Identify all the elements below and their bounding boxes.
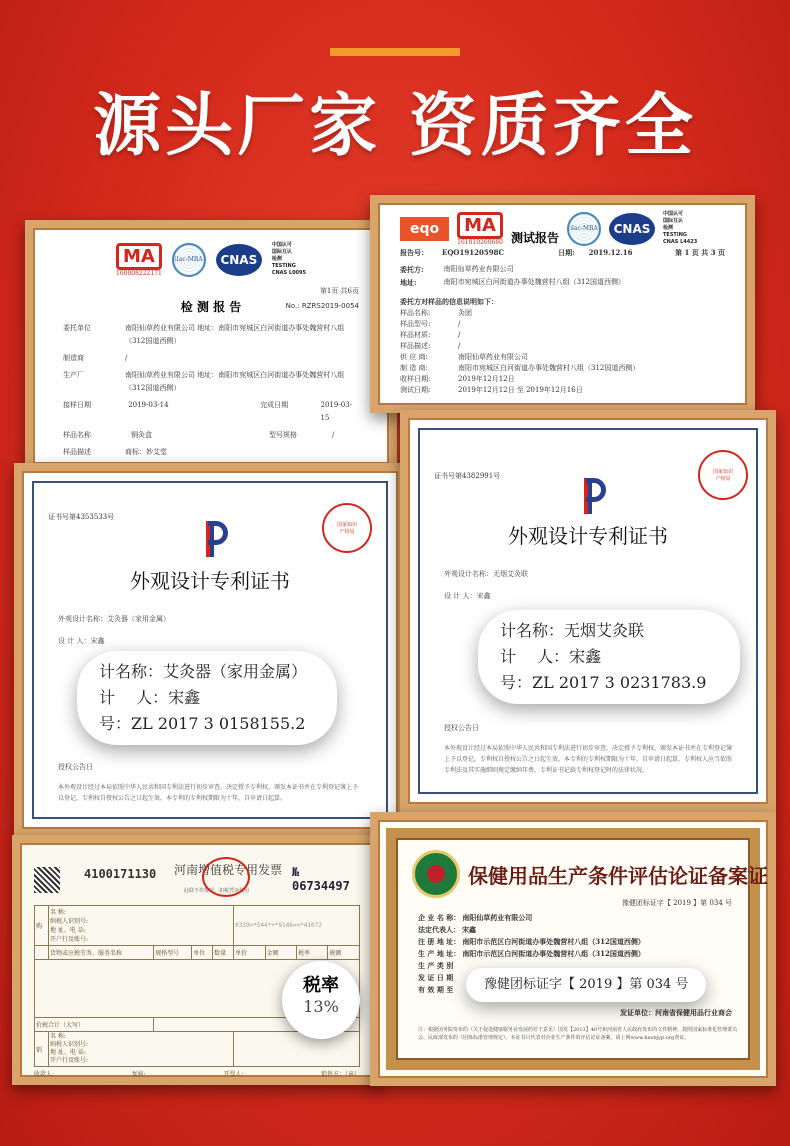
report-row: 接样日期 2019-03-14 完成日期 2019-03-15 xyxy=(63,401,352,422)
invoice-column-header: 税额 xyxy=(328,946,360,960)
sample-info-row: 制 造 商: 南阳市宛城区白河街道办事处魏营村八组（312国道西侧） xyxy=(400,364,640,372)
ilac-mra-logo: ilac-MRA xyxy=(567,212,601,246)
cma-logo: MA xyxy=(457,212,503,239)
eqo-logo: eqo xyxy=(400,217,449,241)
test-report-2: eqo MA 161010260660 测试报告 ilac-MRA CNAS 中国认可 国际互认 检测 TESTING CNAS L4423 报告号： EQO19120598C 日期: 2019.12.16 第 1 页 共 3 页 委托方: 南阳仙草药业有限公司 地址: 南阳市宛城区白河街道办事处魏营村八组（312国道西侧） 委托方对样品的信息说明如下： 样品名称: 灸团 样品型号: / 样品材质: / 样品描述: / 供 应 商: 南阳仙草药业有限公司 制 造 商: 南阳市宛城区白河街道办事处魏营村八组（312国道西侧） 收样日期: 2019年12月12日 测试日期: 2019年12月12日 至 2019年12月16日 xyxy=(370,195,755,413)
invoice-footer: 收款人: 复核: 开票人: 销售方：（章） xyxy=(34,1071,360,1078)
certificate-body-text: 本外观设计经过本局依照中华人民共和国专利法进行初步审查，决定授予专利权，颁发本证书并在专利登记簿上予以登记。专利权自授权公告之日起生效。本专利的专利权期限为十年，自申请日起算，专利权人应当依照专利法及其实施细则规定缴纳年费。专利证书记载专利权登记时的法律状况。 xyxy=(444,745,733,774)
red-seal-stamp xyxy=(202,857,250,897)
magnified-callout: 计名称：无烟艾灸联 计 人：宋鑫 号：ZL 2017 3 0231783.9 xyxy=(478,610,740,704)
test-report-1 xyxy=(25,220,397,472)
page-number: 第1页 共6页 xyxy=(319,287,359,295)
designer: 设 计 人：宋鑫 xyxy=(444,592,491,600)
qr-code-icon xyxy=(34,867,60,893)
health-product-certificate xyxy=(370,812,776,1086)
sample-info-row: 测试日期: 2019年12月12日 至 2019年12月16日 xyxy=(400,386,583,394)
invoice-code: 4100171130 xyxy=(84,867,157,881)
invoice-column-header: 单价 xyxy=(234,946,265,960)
report-meta: 报告号： EQO19120598C 日期: 2019.12.16 第 1 页 共 3 页 xyxy=(400,248,725,257)
report-row: 制造商 / xyxy=(63,354,128,362)
report-title: 检 测 报 告 xyxy=(180,300,242,314)
report-row: 样品描述 商标：妙艾堂 xyxy=(63,448,167,456)
patent-certificate-2 xyxy=(400,410,776,812)
report-row: 生产厂 南阳仙草药业有限公司 地址：南阳市宛城区白河街道办事处魏营村八组（312国道西侧） xyxy=(63,371,345,392)
headline: 源头厂家 资质齐全 xyxy=(93,87,697,166)
invoice-column-header: 税率 xyxy=(297,946,328,960)
invoice-column-header: 数量 xyxy=(213,946,234,960)
magnified-callout: 计名称：艾灸器（家用金属） 计 人：宋鑫 号：ZL 2017 3 0158155.2 xyxy=(77,651,337,745)
certificate-body-text: 本外观设计经过本局依照中华人民共和国专利法进行初步审查，决定授予专利权，颁发本证书并在专利登记簿上予以登记。专利权自授权公告之日起生效。本专利的专利权期限为十年，自申请日起算。 xyxy=(58,784,359,802)
report-row: 样品名称 铜灸盒 型号规格 / xyxy=(63,431,335,439)
cma-logo: MA xyxy=(116,243,162,270)
cert-number: 证书号第4353533号 xyxy=(48,513,115,521)
red-seal-stamp: 国家知识 产权局 xyxy=(698,450,748,500)
cnas-logo: CNAS xyxy=(216,244,262,276)
certificate-number: 豫健团标证字【 2019 】第 034 号 xyxy=(621,899,732,907)
patent-office-logo xyxy=(568,476,608,516)
report-number: No.: RZRS2019-0054 xyxy=(285,302,359,310)
designer: 设 计 人：宋鑫 xyxy=(58,637,105,645)
association-logo xyxy=(412,850,460,898)
invoice-subtitle: 此联不作报销、扣税凭证使用 xyxy=(184,888,250,894)
certificate-row: 有 效 期 至 xyxy=(418,985,454,994)
magnified-callout: 豫健团标证字【 2019 】第 034 号 xyxy=(466,968,706,1002)
design-name: 外观设计名称：无烟艾灸联 xyxy=(444,570,528,578)
cma-number: 160008222171 xyxy=(116,269,162,277)
cnas-logo: CNAS xyxy=(609,213,655,245)
cma-number: 161010260660 xyxy=(457,238,503,246)
certificate-note: 注：根据国务院发布的《关于促进健康服务业发展的若干意见》国发【2013】40号和河南省人民政府发布的文件精神，按照国家标准化管理委员会、民政部发布的《团体标准管理规定》，本证书只代表对企业生产条件的评估论证备案，请上网www.hnsbjyp.org查证。 xyxy=(418,1027,738,1041)
sample-info-row: 样品材质: / xyxy=(400,331,461,339)
sample-info-row: 样品型号: / xyxy=(400,320,461,328)
red-seal-stamp: 国家知识 产权局 xyxy=(322,503,372,553)
certificate-row: 生 产 类 别 xyxy=(418,961,454,970)
certificate-row: 法定代表人： 宋鑫 xyxy=(418,925,476,934)
cert-number: 证书号第4382991号 xyxy=(434,472,501,480)
issuer: 发证单位：河南省保健用品行业商会 xyxy=(620,1008,732,1017)
certificate-row: 发 证 日 期 xyxy=(418,973,454,982)
grant-date-label: 授权公告日 xyxy=(58,763,93,771)
ilac-mra-logo: ilac-MRA xyxy=(172,243,206,277)
invoice-table: 购 名 称: 纳税人识别号: 地 址、电 话: 开户行及账号: 0329>*544*+*9146<<*41072 货物或应税劳务、服务名称 规格型号 单位 数量 单价 金额 税率 税额 价税合计（大写） 销 名 称: 纳税人识别号: 地 址、电 话: 开户行及账号: xyxy=(34,905,360,1067)
invoice-column-header: 单位 xyxy=(192,946,213,960)
patent-certificate-1 xyxy=(14,463,406,837)
design-name: 外观设计名称：艾灸器（家用金属） xyxy=(58,615,170,623)
certificate-row: 生 产 地 址： 南阳市示范区白河街道办事处魏营村八组（312国道西侧） xyxy=(418,949,645,958)
patent-office-logo xyxy=(190,519,230,559)
certificate-title: 外观设计专利证书 xyxy=(130,569,290,593)
sample-info-row: 样品描述: / xyxy=(400,342,461,350)
cert-logos xyxy=(63,242,359,277)
magnifier-callout: 税率 13% xyxy=(282,961,360,1039)
certificate-title: 保健用品生产条件评估论证备案证 xyxy=(468,864,768,888)
invoice-number: № 06734497 xyxy=(292,865,350,893)
sample-info-row: 样品名称: 灸团 xyxy=(400,309,472,317)
invoice-column-header: 金额 xyxy=(265,946,296,960)
vat-invoice xyxy=(12,835,382,1085)
grant-date-label: 授权公告日 xyxy=(444,724,479,732)
cnas-text: 中国认可 国际互认 检测 TESTING CNAS L0095 xyxy=(271,242,306,276)
sample-info-row: 收样日期: 2019年12月12日 xyxy=(400,375,515,383)
report-row: 委托单位 南阳仙草药业有限公司 地址：南阳市宛城区白河街道办事处魏营村八组（312国道西侧） xyxy=(63,324,345,345)
invoice-title: 河南增值税专用发票 xyxy=(174,863,283,877)
sample-info-row: 供 应 商: 南阳仙草药业有限公司 xyxy=(400,353,528,361)
accent-bar xyxy=(330,48,460,56)
certificate-row: 企 业 名 称： 南阳仙草药业有限公司 xyxy=(418,913,533,922)
certificate-row: 注 册 地 址： 南阳市示范区白河街道办事处魏营村八组（312国道西侧） xyxy=(418,937,645,946)
report-title: 测试报告 xyxy=(510,231,559,245)
cnas-text: 中国认可 国际互认 检测 TESTING CNAS L4423 xyxy=(663,211,698,245)
certificate-title: 外观设计专利证书 xyxy=(508,524,668,548)
info-heading: 委托方对样品的信息说明如下： xyxy=(400,297,498,306)
invoice-column-header: 规格型号 xyxy=(154,946,192,960)
invoice-column-header: 货物或应税劳务、服务名称 xyxy=(49,946,154,960)
